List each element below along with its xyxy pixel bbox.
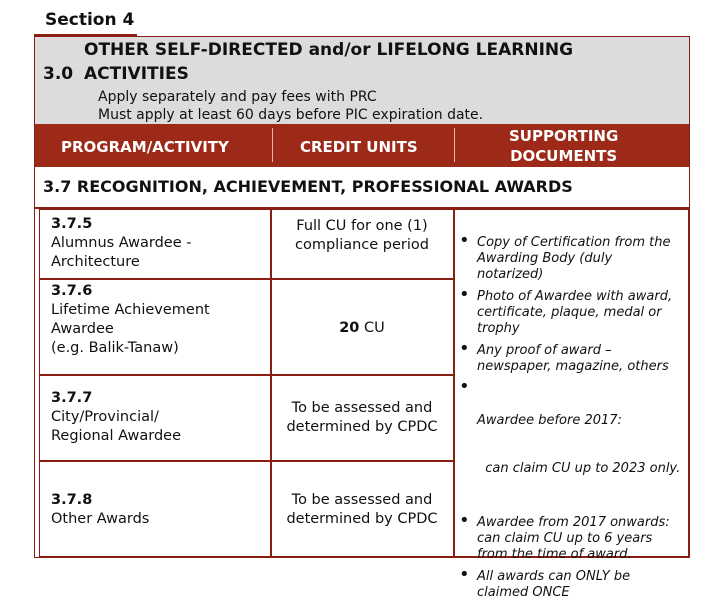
application-note-line1: Apply separately and pay fees with PRC	[98, 89, 377, 105]
document-bullet	[457, 230, 697, 283]
item-text: Other Awards	[51, 511, 150, 527]
bullet-dot: •	[459, 376, 470, 397]
credit-text: compliance period	[295, 237, 429, 253]
application-note	[98, 88, 483, 124]
document-bullet	[457, 564, 697, 601]
bullet-text: Photo of Awardee with award,	[477, 289, 673, 304]
item-text: Architecture	[51, 254, 140, 270]
credit-3-7-5	[277, 217, 447, 255]
column-documents-line2: DOCUMENTS	[510, 147, 618, 165]
activity-title-line2: ACTIVITIES	[84, 64, 189, 84]
column-documents	[509, 126, 618, 166]
credit-text: determined by CPDC	[286, 419, 438, 435]
item-code: 3.7.6	[51, 283, 93, 299]
bullet-text: claimed ONCE	[477, 585, 570, 600]
document-bullet	[457, 338, 697, 375]
bullet-text: can claim CU up to 6 years	[477, 531, 653, 546]
bullet-text: from the time of award.	[477, 547, 632, 562]
bullet-text: trophy	[477, 321, 520, 336]
bullet-text: can claim CU up to 2023 only.	[477, 461, 681, 476]
bullet-text: Awardee before 2017:	[477, 413, 622, 428]
activity-number: 3.0	[43, 64, 74, 84]
document-bullet	[457, 510, 697, 563]
bullet-dot: •	[459, 338, 470, 359]
section-label: Section 4	[45, 10, 135, 30]
document-bullet	[457, 284, 697, 337]
requirements-table	[34, 36, 690, 600]
item-3-7-5	[51, 215, 191, 272]
activity-header	[35, 37, 689, 124]
activity-title	[84, 38, 573, 86]
application-note-line2: Must apply at least 60 days before PIC expiration date.	[98, 107, 484, 123]
item-text: Lifetime Achievement	[51, 302, 210, 318]
item-code: 3.7.7	[51, 390, 93, 406]
column-documents-line1: SUPPORTING	[509, 127, 619, 145]
bullet-text: All awards can ONLY be	[477, 569, 631, 584]
bullet-dot: •	[459, 510, 470, 531]
column-program: PROGRAM/ACTIVITY	[61, 138, 229, 156]
credit-unit: CU	[359, 320, 385, 336]
bullet-dot: •	[459, 564, 470, 585]
credit-text: determined by CPDC	[286, 511, 438, 527]
activity-title-line1: OTHER SELF-DIRECTED and/or LIFELONG LEARNING	[84, 40, 574, 60]
credit-text: Full CU for one (1)	[296, 218, 428, 234]
credit-text: To be assessed and	[291, 400, 433, 416]
bullet-text: certificate, plaque, medal or	[477, 305, 662, 320]
bullet-dot: •	[459, 230, 470, 251]
section-tab	[34, 6, 137, 38]
credit-value: 20	[339, 320, 360, 336]
item-code: 3.7.8	[51, 492, 93, 508]
column-credit: CREDIT UNITS	[300, 138, 418, 156]
item-text: Regional Awardee	[51, 428, 181, 444]
item-text: City/Provincial/	[51, 409, 159, 425]
item-3-7-7	[51, 389, 181, 446]
bullet-dot: •	[459, 284, 470, 305]
bullet-text: Copy of Certification from the	[477, 235, 671, 250]
item-3-7-8	[51, 491, 149, 529]
credit-3-7-8	[277, 491, 447, 529]
column-header-bar	[35, 124, 689, 167]
bullet-text: Any proof of award –	[477, 343, 612, 358]
bullet-text: Awardee from 2017 onwards:	[477, 515, 670, 530]
credit-3-7-7	[277, 399, 447, 437]
column-divider	[272, 128, 273, 162]
item-text: (e.g. Balik-Tanaw)	[51, 340, 179, 356]
item-text: Awardee	[51, 321, 114, 337]
bullet-text: newspaper, magazine, others	[477, 359, 669, 374]
item-code: 3.7.5	[51, 216, 93, 232]
bullet-text: Awarding Body (duly	[477, 251, 613, 266]
category-row	[35, 167, 689, 207]
credit-text: To be assessed and	[291, 492, 433, 508]
document-bullet	[457, 376, 697, 509]
bullet-text: notarized)	[477, 267, 544, 282]
item-3-7-6	[51, 282, 210, 358]
credit-3-7-6	[277, 319, 447, 338]
item-text: Alumnus Awardee -	[51, 235, 192, 251]
category-title: 3.7 RECOGNITION, ACHIEVEMENT, PROFESSIONAL AWARDS	[43, 177, 573, 196]
supporting-documents-list	[457, 230, 697, 601]
column-divider	[454, 128, 455, 162]
